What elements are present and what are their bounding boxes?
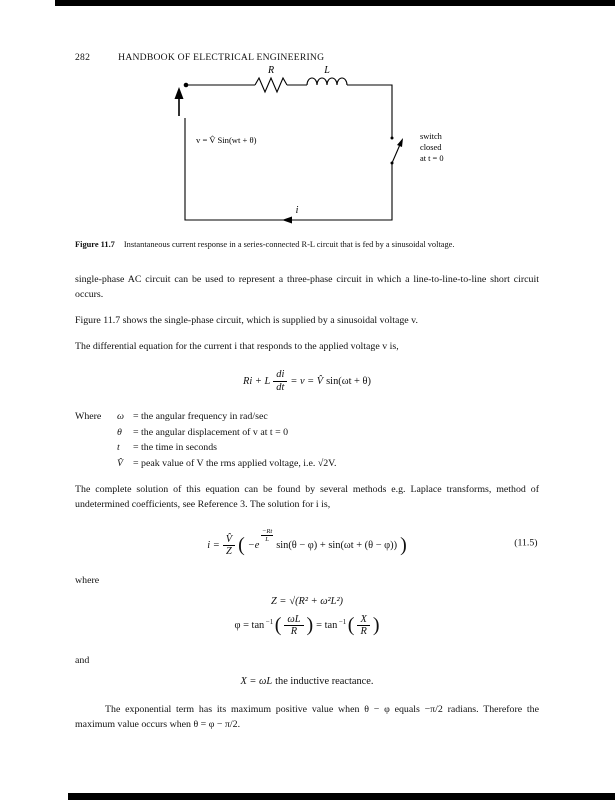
eq-term: sin(ωt + θ) (326, 375, 371, 387)
inductor-label: L (324, 65, 330, 76)
open-paren: ( (347, 614, 355, 637)
definition-line (75, 440, 539, 456)
eq-term: (R² + ω²L²) (295, 595, 344, 607)
equation-x (75, 676, 539, 687)
fraction-denominator: R (290, 626, 298, 638)
close-paren: ) (372, 614, 380, 637)
definition-symbol: ω (117, 410, 124, 422)
resistor-symbol (255, 78, 287, 92)
paragraph-diff-eq-intro: The differential equation for the current i that responds to the applied voltage v is, (75, 340, 399, 352)
source-arrow-icon (175, 87, 184, 99)
exponent: −1 (338, 617, 347, 626)
close-paren: ) (400, 534, 407, 557)
equation-z (75, 596, 539, 607)
fraction-numerator: X (357, 614, 369, 627)
node-dot (184, 83, 189, 88)
eq-term: sin(θ − φ) + sin(ωt + (θ − φ)) (276, 540, 398, 552)
eq-term: X = ωL (240, 675, 273, 687)
definition-text: = peak value of V the rms applied voltage, i.e. √2V. (133, 458, 337, 470)
definition-text: = the angular displacement of v at t = 0 (133, 426, 289, 438)
fraction-x-r (357, 614, 369, 638)
circuit-diagram (75, 63, 539, 231)
definition-text: = the time in seconds (133, 442, 218, 454)
inductor-symbol (307, 78, 347, 85)
eq-term: Z = (270, 595, 287, 607)
fraction-v-z (223, 534, 235, 558)
equation-number: (11.5) (514, 537, 538, 549)
switch-note-line1: switch (420, 132, 442, 141)
definition-line (75, 456, 539, 472)
fraction-denominator: L (265, 536, 269, 544)
fraction-numerator: −Rt (261, 527, 273, 535)
resistor-label: R (267, 65, 275, 76)
eq-term: i = (207, 540, 220, 552)
definition-line (75, 409, 539, 425)
current-arrow-icon (282, 217, 292, 224)
fraction-numerator: di (273, 369, 287, 382)
switch-contact (391, 162, 394, 165)
where-word: where (75, 574, 100, 586)
page-content (75, 52, 539, 733)
source-label: v = V̂ Sin(wt + θ) (196, 135, 257, 145)
equation-phi (75, 614, 539, 638)
figure-caption (75, 240, 539, 249)
definition-lead (75, 456, 117, 472)
open-paren: ( (238, 534, 245, 557)
figure-caption-text: Instantaneous current response in a series-connected R-L circuit that is fed by a sinusoidal voltage. (123, 240, 455, 249)
current-label: i (295, 205, 299, 216)
paragraph-solution-intro: The complete solution of this equation can be found by several methods e.g. Laplace transforms, method of undetermined coefficients, see Reference 3. The solution for i is, (75, 484, 539, 510)
equation-differential (75, 369, 539, 393)
figure-11-7 (75, 63, 539, 249)
fraction-wl-r (284, 614, 303, 638)
circuit-wire (185, 85, 392, 220)
definition-lead (75, 440, 117, 456)
fraction-denominator: R (360, 626, 367, 638)
definition-line (75, 425, 539, 441)
close-paren: ) (306, 614, 314, 637)
definition-lead: Where (75, 410, 102, 422)
eq-term: = tan (316, 620, 338, 632)
paragraph-figure-ref: Figure 11.7 shows the single-phase circuit, which is supplied by a sinusoidal voltage v. (75, 314, 418, 326)
open-paren: ( (274, 614, 282, 637)
fraction-di-dt (273, 369, 287, 393)
fraction-denominator: dt (276, 382, 285, 394)
radical-sign: √ (289, 595, 296, 607)
switch-arrow-icon (397, 138, 403, 147)
book-title: HANDBOOK OF ELECTRICAL ENGINEERING (118, 52, 325, 63)
paragraph-conclusion: The exponential term has its maximum positive value when θ − φ equals −π/2 radians. Therefore the maximum value occurs when θ = φ − π/2. (75, 703, 539, 730)
eq-term: = v = V̂ (290, 375, 324, 387)
eq-term: Ri + L (243, 375, 271, 387)
definition-symbol: t (117, 442, 120, 454)
page-header (75, 52, 539, 63)
fraction-denominator: Z (226, 546, 232, 558)
equation-11-5 (75, 528, 539, 558)
scan-edge-top (55, 0, 615, 6)
fraction-numerator: ωL (284, 614, 303, 627)
equation-body (206, 527, 409, 558)
page-number: 282 (75, 52, 91, 63)
exponent-fraction (261, 528, 273, 544)
switch-note-line2: closed (420, 143, 442, 152)
switch-contact (391, 137, 394, 140)
eq-term: φ = tan (234, 620, 265, 632)
definition-list (75, 409, 539, 472)
switch-note-line3: at t = 0 (420, 154, 444, 163)
definition-symbol: θ (117, 426, 122, 438)
scan-edge-bottom (68, 793, 615, 800)
eq-term: −e (247, 540, 260, 552)
fraction-numerator: V̂ (223, 534, 235, 547)
exponent: −1 (265, 617, 274, 626)
definition-lead (75, 425, 117, 441)
definition-text: = the angular frequency in rad/sec (133, 410, 268, 422)
figure-caption-label: Figure 11.7 (75, 240, 115, 249)
and-word: and (75, 654, 90, 666)
paragraph-intro: single-phase AC circuit can be used to represent a three-phase circuit in which a line-to-line-to-line short circuit occurs. (75, 274, 539, 300)
definition-symbol: V̂ (117, 458, 124, 470)
eq-term: the inductive reactance. (275, 675, 374, 687)
